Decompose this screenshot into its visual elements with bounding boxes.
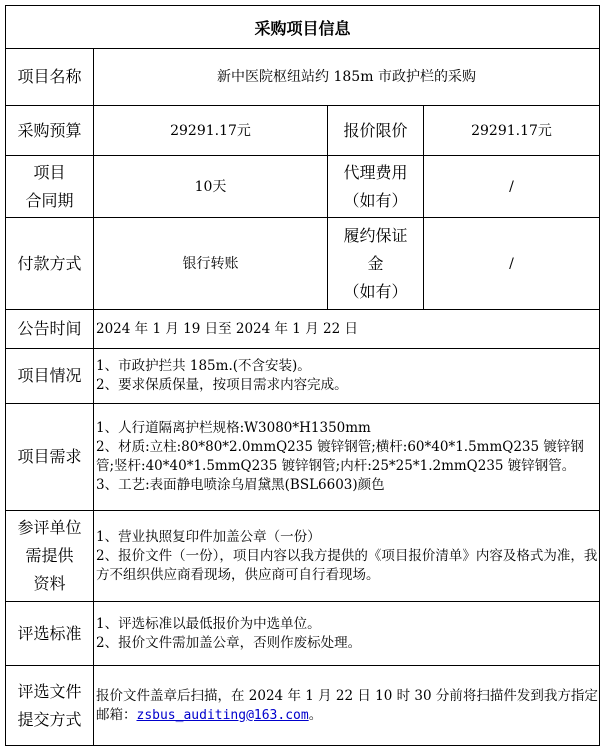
- requirements-line-2: 2、材质:立柱:80*80*2.0mmQ235 镀锌钢管;横杆:60*40*1.5mmQ235 镀锌钢管;竖杆:40*40*1.5mmQ235 镀锌钢管;内杆:25*25*1.2mmQ235 镀锌钢管。: [96, 439, 584, 474]
- submission-text: 报价文件盖章后扫描，在 2024 年 1 月 22 日 10 时 30 分前将扫描件发到我方指定邮箱：: [96, 687, 598, 723]
- requirements-line-3: 3、工艺:表面静电喷涂乌眉黛黑(BSL6603)颜色: [96, 477, 385, 493]
- materials-label: [6, 511, 94, 602]
- deposit-label-line3: （如有）: [343, 281, 408, 301]
- notice-time-value: 2024 年 1 月 19 日至 2024 年 1 月 22 日: [94, 310, 600, 349]
- criteria-line-2: 2、报价文件需加盖公章，否则作废标处理。: [96, 634, 362, 651]
- price-limit-label: 报价限价: [328, 106, 424, 156]
- agent-fee-label-line1: 代理费用: [343, 162, 408, 182]
- submission-end: 。: [308, 706, 323, 723]
- notice-time-label: 公告时间: [6, 310, 94, 349]
- requirements-value: [94, 404, 600, 511]
- criteria-label: 评选标准: [6, 602, 94, 666]
- submission-email-link[interactable]: zsbus_auditing@163.com: [136, 707, 309, 723]
- procurement-info-table: [5, 5, 600, 746]
- situation-line-1: 1、市政护拦共 185m.(不含安装)。: [96, 358, 311, 374]
- deposit-label-line2: 金: [367, 253, 384, 273]
- budget-value: 29291.17元: [94, 106, 328, 156]
- budget-label: 采购预算: [6, 106, 94, 156]
- deposit-label: [328, 218, 424, 310]
- materials-value: [94, 511, 600, 602]
- materials-label-line2: 需提供: [25, 546, 74, 565]
- contract-period-value: 10天: [94, 156, 328, 218]
- requirements-line-1: 1、人行道隔离护栏规格:W3080*H1350mm: [96, 420, 371, 436]
- table-title: 采购项目信息: [6, 6, 600, 49]
- submission-label: [6, 666, 94, 746]
- price-limit-value: 29291.17元: [424, 106, 600, 156]
- deposit-label-line1: 履约保证: [343, 225, 408, 245]
- contract-period-label-line1: 项目: [33, 162, 66, 182]
- project-name-value: 新中医院枢纽站约 185m 市政护栏的采购: [94, 49, 600, 106]
- submission-value: [94, 666, 600, 746]
- contract-period-label: [6, 156, 94, 218]
- materials-label-line1: 参评单位: [17, 518, 82, 537]
- requirements-label: 项目需求: [6, 404, 94, 511]
- submission-label-line1: 评选文件: [17, 681, 82, 701]
- project-name-label: 项目名称: [6, 49, 94, 106]
- situation-line-2: 2、要求保质保量，按项目需求内容完成。: [96, 377, 348, 393]
- submission-label-line2: 提交方式: [17, 709, 82, 729]
- criteria-value: [94, 602, 600, 666]
- contract-period-label-line2: 合同期: [25, 190, 74, 210]
- agent-fee-value: /: [424, 156, 600, 218]
- deposit-value: /: [424, 218, 600, 310]
- agent-fee-label: [328, 156, 424, 218]
- payment-value: 银行转账: [94, 218, 328, 310]
- materials-label-line3: 资料: [33, 574, 66, 593]
- materials-line-1: 1、营业执照复印件加盖公章（一份）: [96, 528, 321, 545]
- situation-label: 项目情况: [6, 349, 94, 404]
- situation-value: [94, 349, 600, 404]
- payment-label: 付款方式: [6, 218, 94, 310]
- materials-line-2: 2、报价文件（一份），项目内容以我方提供的《项目报价清单》内容及格式为准，我方不组织供应商看现场，供应商可自行看现场。: [96, 547, 598, 583]
- agent-fee-label-line2: （如有）: [343, 190, 408, 210]
- criteria-line-1: 1、评选标准以最低报价为中选单位。: [96, 615, 321, 632]
